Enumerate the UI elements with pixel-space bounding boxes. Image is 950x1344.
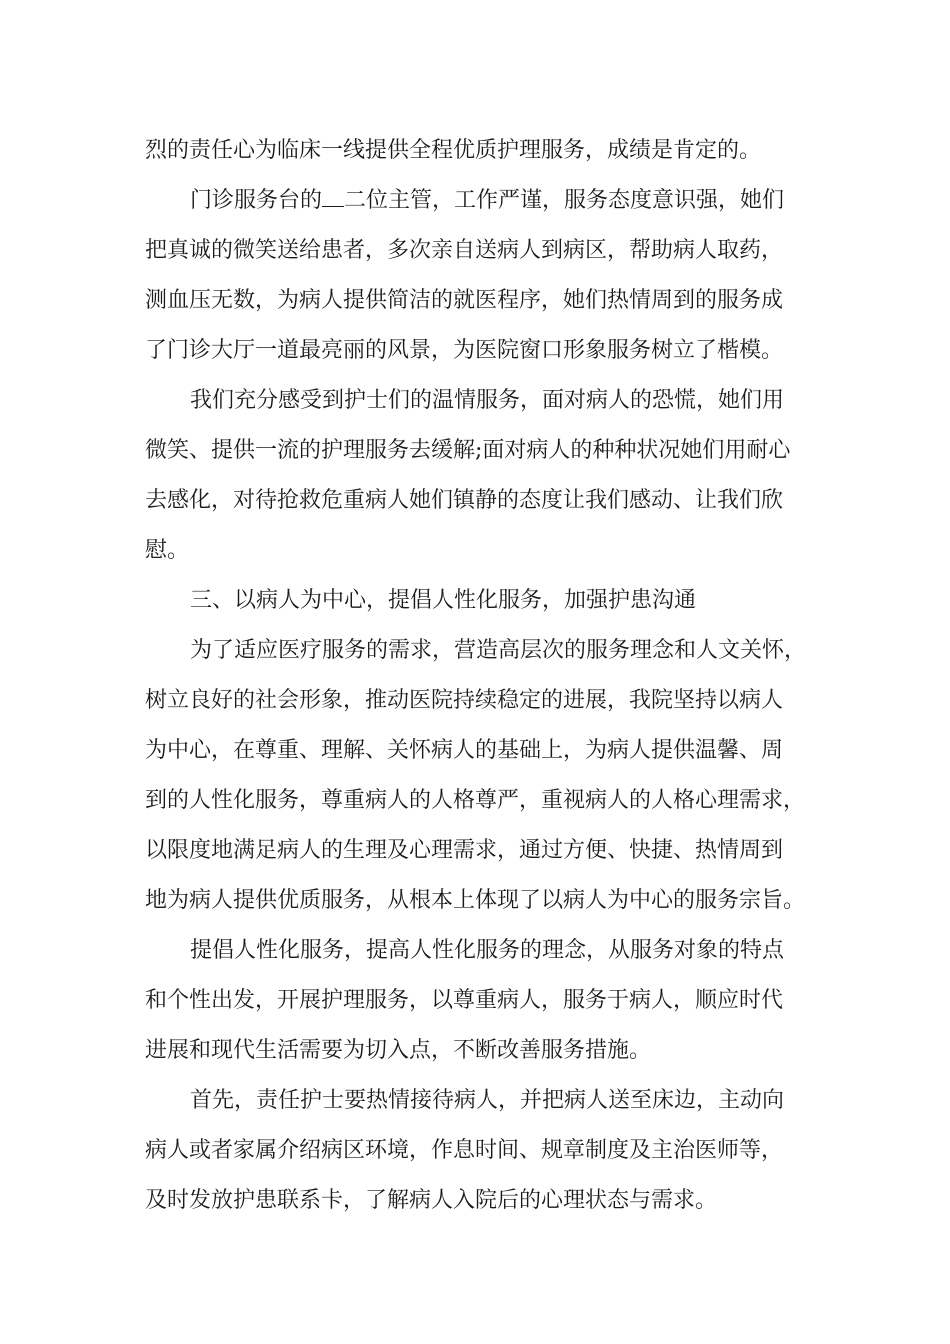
text-line: 及时发放护患联系卡，了解病人入院后的心理状态与需求。 xyxy=(145,1188,718,1213)
text-line: 去感化，对待抢救危重病人她们镇静的态度让我们感动、让我们欣 xyxy=(145,488,784,513)
text-line: 烈的责任心为临床一线提供全程优质护理服务，成绩是肯定的。 xyxy=(145,138,762,163)
paragraph-start-line: 提倡人性化服务，提高人性化服务的理念，从服务对象的特点 xyxy=(190,938,785,963)
text-line: 以限度地满足病人的生理及心理需求，通过方便、快捷、热情周到 xyxy=(145,838,784,863)
text-line: 到的人性化服务，尊重病人的人格尊严，重视病人的人格心理需求， xyxy=(145,788,806,813)
paragraph-start-line xyxy=(145,176,810,226)
text-line: 为中心，在尊重、理解、关怀病人的基础上，为病人提供温馨、周 xyxy=(145,738,784,763)
text-line: 和个性出发，开展护理服务，以尊重病人，服务于病人，顺应时代 xyxy=(145,988,784,1013)
document-body xyxy=(145,126,810,1226)
text-line: 慰。 xyxy=(145,538,190,563)
text-line: 微笑、提供一流的护理服务去缓解;面对病人的种种状况她们用耐心 xyxy=(145,438,791,463)
text-fragment: 门诊服务台的 xyxy=(190,188,323,213)
text-line: 把真诚的微笑送给患者，多次亲自送病人到病区，帮助病人取药， xyxy=(145,238,784,263)
text-line: 测血压无数，为病人提供简洁的就医程序，她们热情周到的服务成 xyxy=(145,288,784,313)
text-line: 树立良好的社会形象，推动医院持续稳定的进展，我院坚持以病人 xyxy=(145,688,784,713)
text-line: 进展和现代生活需要为切入点，不断改善服务措施。 xyxy=(145,1038,652,1063)
text-line: 病人或者家属介绍病区环境，作息时间、规章制度及主治医师等， xyxy=(145,1138,784,1163)
paragraph-start-line: 我们充分感受到护士们的温情服务，面对病人的恐慌，她们用 xyxy=(190,388,785,413)
fill-in-blank xyxy=(322,188,344,207)
paragraph-start-line: 为了适应医疗服务的需求，营造高层次的服务理念和人文关怀， xyxy=(190,638,807,663)
text-fragment: 二位主管，工作严谨，服务态度意识强，她们 xyxy=(344,188,785,213)
text-line: 地为病人提供优质服务，从根本上体现了以病人为中心的服务宗旨。 xyxy=(145,888,806,913)
section-heading: 三、以病人为中心，提倡人性化服务，加强护患沟通 xyxy=(190,588,697,613)
paragraph-start-line: 首先，责任护士要热情接待病人，并把病人送至床边，主动向 xyxy=(190,1088,785,1113)
text-line: 了门诊大厅一道最亮丽的风景，为医院窗口形象服务树立了楷模。 xyxy=(145,338,784,363)
